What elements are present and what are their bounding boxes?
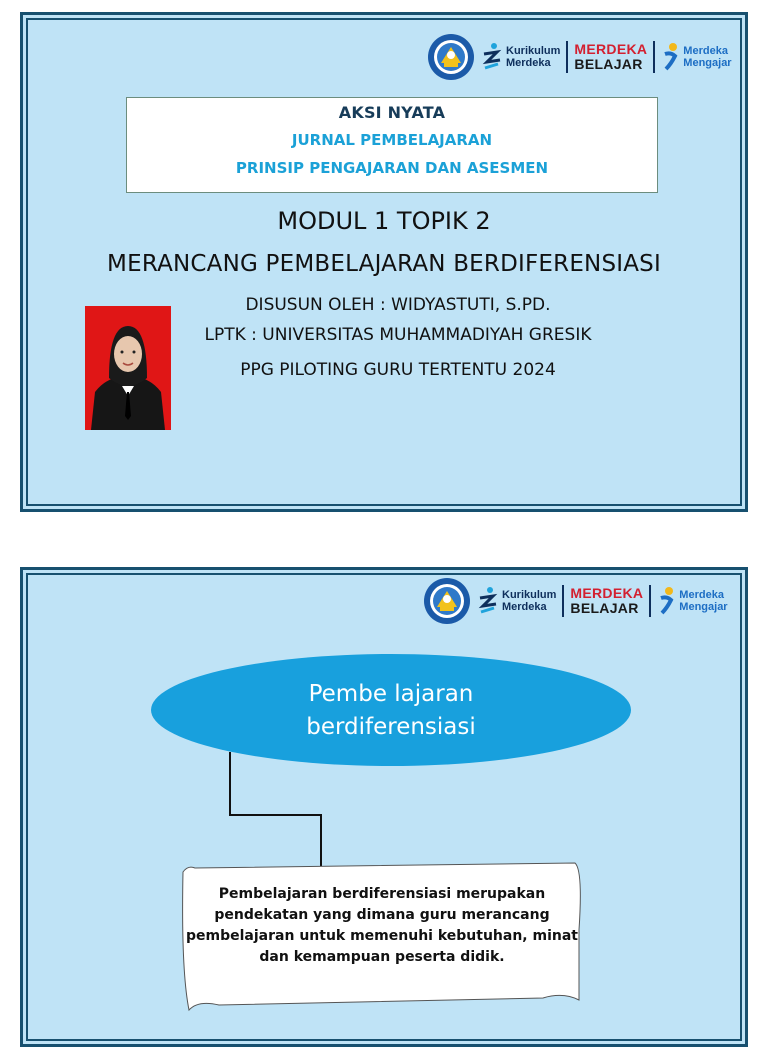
kurikulum-text: Kurikulum [502, 589, 557, 601]
definition-line-4: dan kemampuan peserta didik. [259, 949, 505, 965]
merdeka-belajar-logo [574, 42, 647, 72]
merdeka-belajar-top: MERDEKA [574, 41, 648, 57]
lptk-line: LPTK : UNIVERSITAS MUHAMMADIYAH GRESIK [204, 325, 592, 345]
merdeka-text: Merdeka [502, 601, 547, 613]
merdeka-text: Merdeka [506, 57, 551, 69]
merdeka-mengajar-top: Merdeka [679, 589, 724, 601]
jurnal-label: JURNAL PEMBELAJARAN [291, 131, 493, 149]
kurikulum-text: Kurikulum [506, 45, 561, 57]
definition-note [183, 868, 581, 1004]
modul-title: MODUL 1 TOPIK 2 [277, 207, 491, 235]
concept-slide [20, 567, 748, 1047]
connector-arrow [230, 752, 321, 878]
merdeka-belajar-bottom: BELAJAR [570, 600, 639, 616]
definition-line-3: pembelajaran untuk memenuhi kebutuhan, minat [186, 928, 578, 944]
merdeka-mengajar-bottom: Mengajar [683, 57, 732, 69]
page-title: MERANCANG PEMBELAJARAN BERDIFERENSIASI [107, 251, 661, 277]
merdeka-mengajar-mark-icon [661, 42, 681, 72]
concept-node [151, 653, 631, 768]
logo-divider [653, 41, 655, 73]
definition-line-1: Pembelajaran berdiferensiasi merupakan [218, 886, 546, 902]
merdeka-mengajar-bottom: Mengajar [679, 601, 728, 613]
title-box [126, 97, 658, 193]
definition-line-2: pendekatan yang dimana guru merancang [214, 907, 550, 923]
program-line: PPG PILOTING GURU TERTENTU 2024 [240, 360, 556, 380]
logo-strip [427, 33, 732, 81]
merdeka-mengajar-logo [661, 42, 731, 72]
logo-divider [566, 41, 568, 73]
title-slide [20, 12, 748, 512]
merdeka-belajar-bottom: BELAJAR [574, 56, 643, 72]
aksi-nyata-label: AKSI NYATA [338, 103, 446, 122]
author-line: DISUSUN OLEH : WIDYASTUTI, S.PD. [245, 295, 551, 315]
prinsip-label: PRINSIP PENGAJARAN DAN ASESMEN [235, 159, 549, 177]
merdeka-belajar-top: MERDEKA [570, 585, 644, 601]
merdeka-mengajar-top: Merdeka [683, 45, 728, 57]
concept-line-2: berdiferensiasi [306, 713, 476, 740]
author-photo [85, 306, 171, 430]
kurikulum-merdeka-mark-icon [481, 42, 503, 72]
tut-wuri-handayani-logo-icon [427, 33, 475, 81]
kurikulum-merdeka-logo [481, 42, 560, 72]
concept-line-1: Pembe lajaran [308, 680, 474, 707]
